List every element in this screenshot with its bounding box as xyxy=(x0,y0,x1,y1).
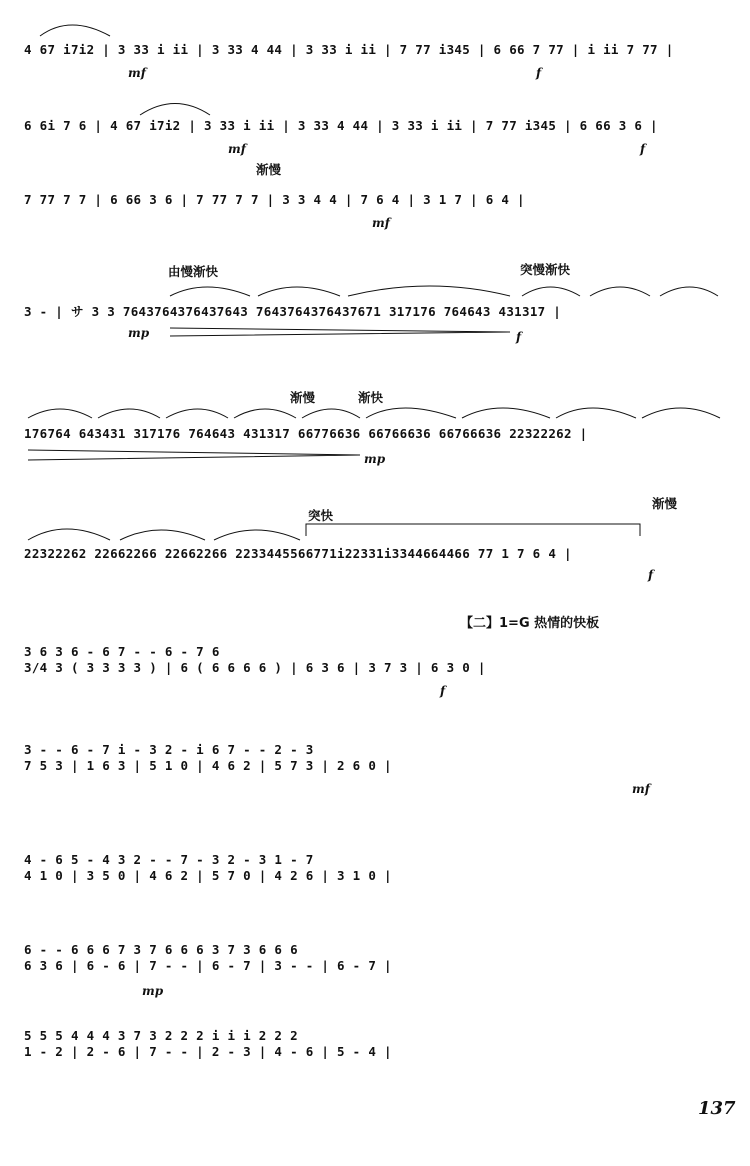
notation-line: 7 5 3 | 1 6 3 | 5 1 0 | 4 6 2 | 5 7 3 | 2 6 0 | xyxy=(24,758,392,773)
notation-line: 7 77 7 7 | 6 66 3 6 | 7 77 7 7 | 3 3 4 4 | 7 6 4 | 3 1 7 | 6 4 | xyxy=(24,192,525,207)
notation-line: 6 6i 7 6 | 4 67 i7i2 | 3 33 i ii | 3 33 4 44 | 3 33 i ii | 7 77 i345 | 6 66 3 6 | xyxy=(24,118,658,133)
dynamic-mark: f xyxy=(536,66,542,80)
dynamic-mark: f xyxy=(648,568,654,582)
notation-line: 3/4 3 ( 3 3 3 3 ) | 6 ( 6 6 6 6 ) | 6 3 6 | 3 7 3 | 6 3 0 | xyxy=(24,660,486,675)
tempo-mark: 渐慢 xyxy=(256,162,282,177)
notation-line: 6 - - 6 6 6 7 3 7 6 6 6 3 7 3 6 6 6 xyxy=(24,942,298,957)
dynamic-mark: f xyxy=(640,142,646,156)
dynamic-mark: mf xyxy=(228,142,246,156)
notation-line: 6 3 6 | 6 - 6 | 7 - - | 6 - 7 | 3 - - | 6 - 7 | xyxy=(24,958,392,973)
notation-line: 176764 643431 317176 764643 431317 66776636 66766636 66766636 22322262 | xyxy=(24,426,588,441)
tempo-mark: 渐慢 xyxy=(290,390,316,405)
dynamic-mark: mp xyxy=(128,326,150,340)
music-system-11 xyxy=(24,1028,730,1060)
tempo-mark: 渐慢 xyxy=(652,496,678,511)
section-title: 【二】1=G 热情的快板 xyxy=(460,616,600,631)
notation-line: 3 6 3 6 - 6 7 - - 6 - 7 6 xyxy=(24,644,220,659)
tempo-mark: 由慢渐快 xyxy=(168,264,219,279)
notation-line: 22322262 22662266 22662266 2233445566771i22331i3344664466 77 1 7 6 4 | xyxy=(24,546,572,561)
notation-line: 4 - 6 5 - 4 3 2 - - 7 - 3 2 - 3 1 - 7 xyxy=(24,852,314,867)
music-system-10 xyxy=(24,942,730,974)
notation-line: 4 1 0 | 3 5 0 | 4 6 2 | 5 7 0 | 4 2 6 | 3 1 0 | xyxy=(24,868,392,883)
music-system-7 xyxy=(24,644,730,676)
dynamic-mark: f xyxy=(440,684,446,698)
music-system-6 xyxy=(24,546,730,562)
tempo-mark: 渐快 xyxy=(358,390,384,405)
tempo-mark: 突快 xyxy=(308,508,334,523)
notation-line: 1 - 2 | 2 - 6 | 7 - - | 2 - 3 | 4 - 6 | 5 - 4 | xyxy=(24,1044,392,1059)
notation-line: 3 - - 6 - 7 i - 3 2 - i 6 7 - - 2 - 3 xyxy=(24,742,314,757)
dynamic-mark: mp xyxy=(142,984,164,998)
dynamic-mark: mf xyxy=(128,66,146,80)
music-system-4 xyxy=(24,304,730,320)
music-system-1 xyxy=(24,42,730,58)
music-system-8 xyxy=(24,742,730,774)
music-system-5 xyxy=(24,426,730,442)
notation-line: 5 5 5 4 4 4 3 7 3 2 2 2 i i i 2 2 2 xyxy=(24,1028,298,1043)
dynamic-mark: f xyxy=(516,330,522,344)
dynamic-mark: mf xyxy=(372,216,390,230)
page-number: 137 xyxy=(698,1098,736,1119)
dynamic-mark: mp xyxy=(364,452,386,466)
music-system-2 xyxy=(24,118,730,134)
dynamic-mark: mf xyxy=(632,782,650,796)
tempo-mark: 突慢渐快 xyxy=(520,262,571,277)
music-system-9 xyxy=(24,852,730,884)
notation-line: 4 67 i7i2 | 3 33 i ii | 3 33 4 44 | 3 33 i ii | 7 77 i345 | 6 66 7 77 | i ii 7 77 | xyxy=(24,42,674,57)
music-system-3 xyxy=(24,192,730,208)
notation-line: 3 - | サ 3 3 7643764376437643 7643764376437671 317176 764643 431317 | xyxy=(24,304,562,319)
